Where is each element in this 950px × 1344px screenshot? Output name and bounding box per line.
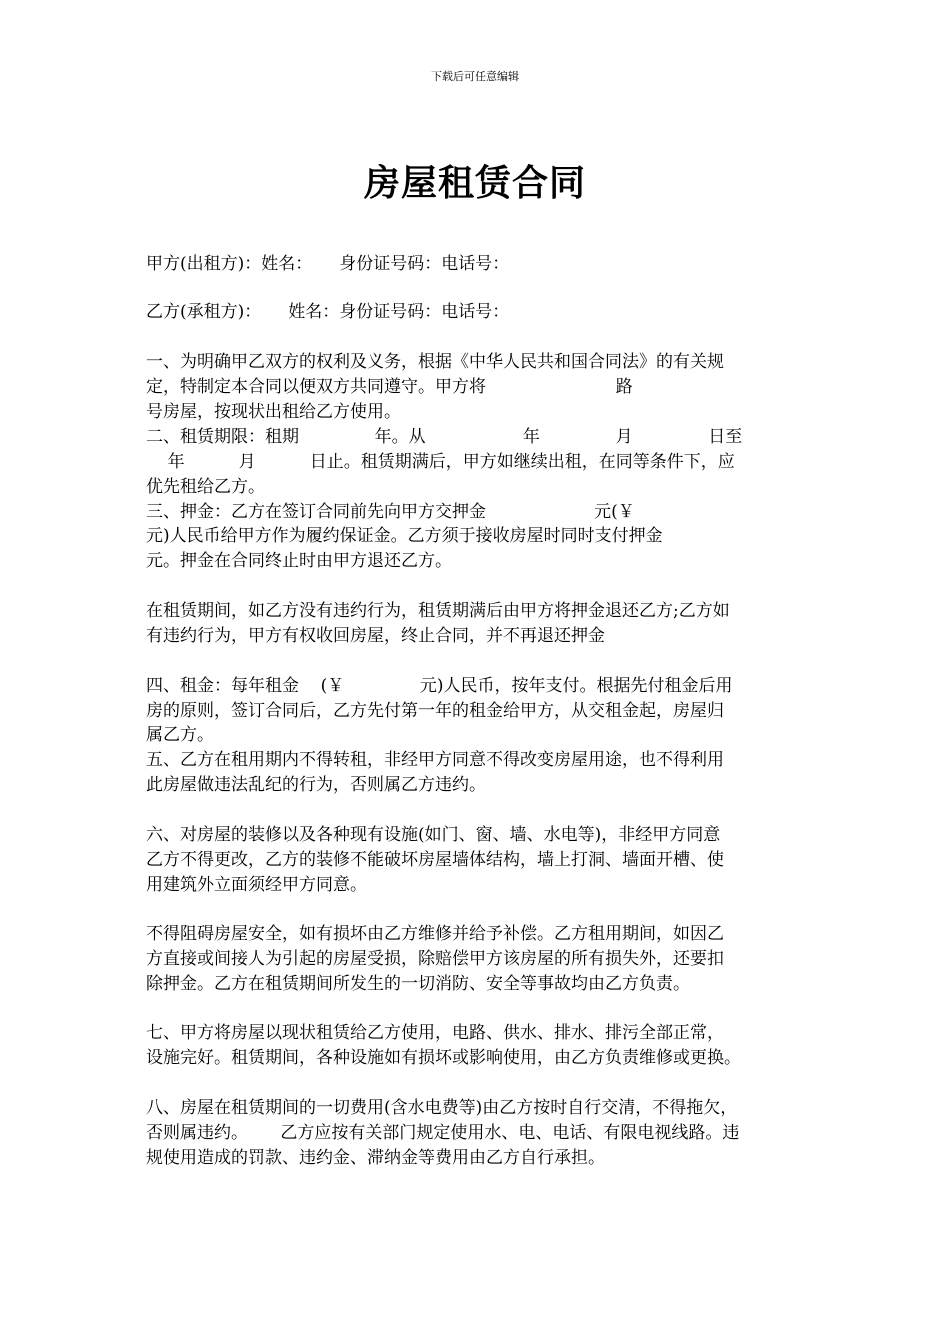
clause-line: 不得阻碍房屋安全，如有损坏由乙方维修并给予补偿。乙方租用期间，如因乙 <box>146 924 724 944</box>
clause-line: 规使用造成的罚款、违约金、滞纳金等费用由乙方自行承担。 <box>146 1148 605 1168</box>
clause-line: 除押金。乙方在租赁期间所发生的一切消防、安全等事故均由乙方负责。 <box>146 974 690 994</box>
clause-line: 属乙方。 <box>146 725 214 745</box>
clause-line: 房的原则，签订合同后，乙方先付第一年的租金给甲方，从交租金起，房屋归 <box>146 701 724 721</box>
clause-line: 有违约行为，甲方有权收回房屋，终止合同，并不再退还押金 <box>146 626 605 646</box>
clause-line: 否则属违约。 乙方应按有关部门规定使用水、电、电话、有限电视线路。违 <box>146 1123 740 1143</box>
clause-line: 二、租赁期限：租期 年。从 年 月 日至 <box>146 427 743 447</box>
clause-line: 六、对房屋的装修以及各种现有设施(如门、窗、墙、水电等)，非经甲方同意 <box>146 825 721 845</box>
clause-line: 八、房屋在租赁期间的一切费用(含水电费等)由乙方按时自行交清，不得拖欠， <box>146 1098 738 1118</box>
clause-line: 号房屋，按现状出租给乙方使用。 <box>146 402 401 422</box>
clause-line: 此房屋做违法乱纪的行为，否则属乙方违约。 <box>146 775 486 795</box>
clause-line: 优先租给乙方。 <box>146 477 265 497</box>
clause-line: 元)人民币给甲方作为履约保证金。乙方须于接收房屋时同时支付押金 <box>146 526 663 546</box>
clause-line: 四、租金：每年租金 (￥ 元)人民币，按年支付。根据先付租金后用 <box>146 676 733 696</box>
clause-line: 乙方不得更改，乙方的装修不能破坏房屋墙体结构，墙上打洞、墙面开槽、使 <box>146 850 724 870</box>
party-a-line: 甲方(出租方)：姓名： 身份证号码：电话号： <box>146 254 510 274</box>
clause-line: 元。押金在合同终止时由甲方退还乙方。 <box>146 551 452 571</box>
clause-line: 一、为明确甲乙双方的权利及义务，根据《中华人民共和国合同法》的有关规 <box>146 352 724 372</box>
clause-line: 方直接或间接人为引起的房屋受损，除赔偿甲方该房屋的所有损失外，还要扣 <box>146 949 724 969</box>
clause-line: 年 月 日止。租赁期满后，甲方如继续出租，在同等条件下，应 <box>146 452 735 472</box>
clause-line: 设施完好。租赁期间，各种设施如有损坏或影响使用，由乙方负责维修或更换。 <box>146 1048 741 1068</box>
clause-line: 三、押金：乙方在签订合同前先向甲方交押金 元(￥ <box>146 502 635 522</box>
header-note: 下载后可任意编辑 <box>431 70 519 83</box>
clause-line: 在租赁期间，如乙方没有违约行为，租赁期满后由甲方将押金退还乙方;乙方如 <box>146 601 730 621</box>
clause-line: 用建筑外立面须经甲方同意。 <box>146 875 367 895</box>
party-b-line: 乙方(承租方)： 姓名：身份证号码：电话号： <box>146 302 510 322</box>
clause-line: 五、乙方在租用期内不得转租，非经甲方同意不得改变房屋用途，也不得利用 <box>146 750 724 770</box>
clause-line: 七、甲方将房屋以现状租赁给乙方使用，电路、供水、排水、排污全部正常， <box>146 1023 724 1043</box>
document-title: 房屋租赁合同 <box>363 162 586 204</box>
clause-line: 定，特制定本合同以便双方共同遵守。甲方将 路 <box>146 377 633 397</box>
